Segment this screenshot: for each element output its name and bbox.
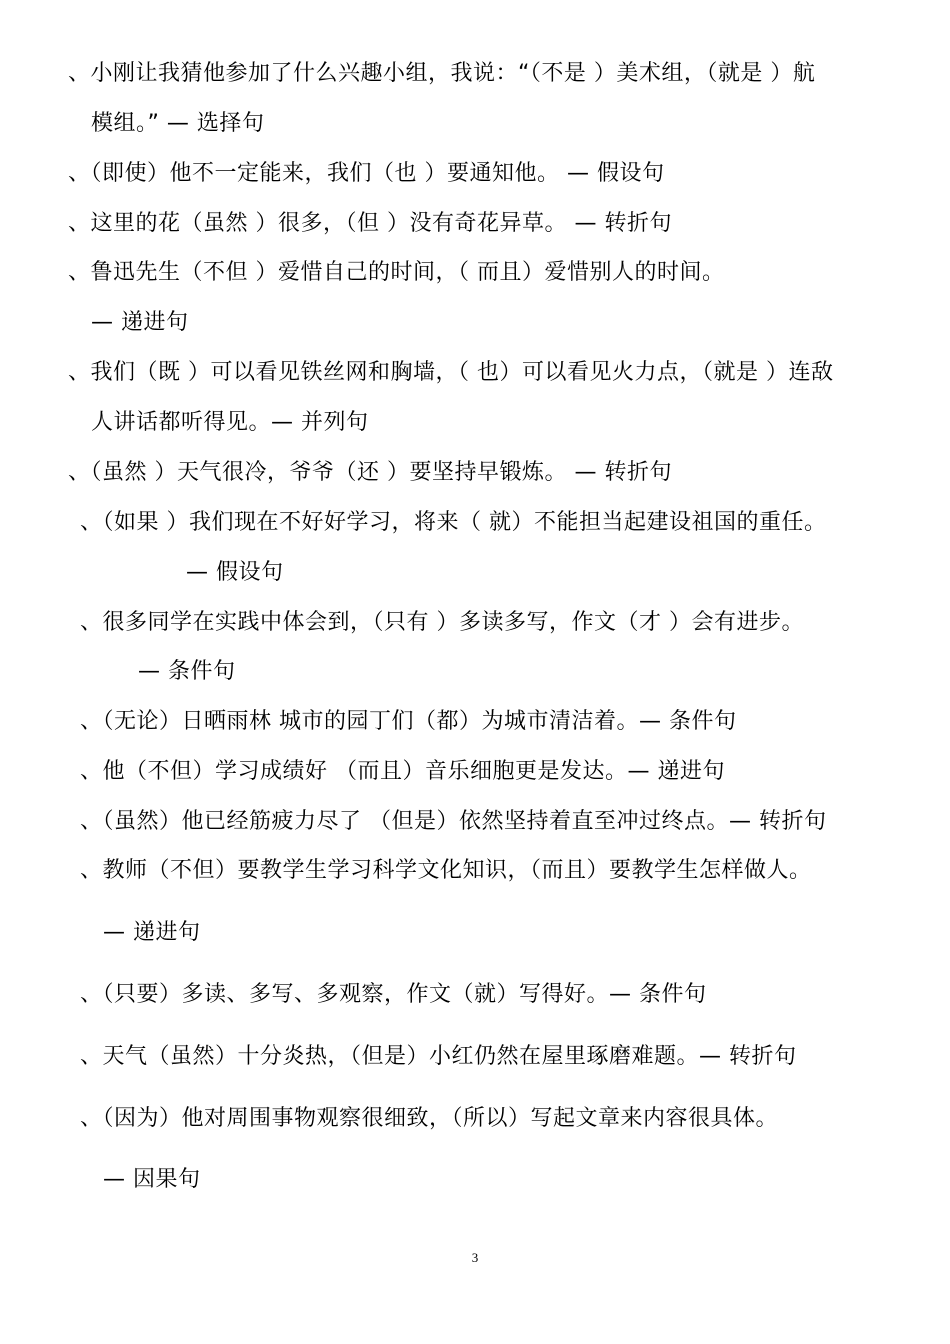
text-line-22: — 因果句	[103, 1167, 201, 1192]
text-line-12: 、很多同学在实践中体会到，（只有 ）多读多写，作文（才 ）会有进步。	[80, 610, 804, 635]
text-line-16: 、（虽然）他已经筋疲力尽了 （但是）依然坚持着直至冲过终点。— 转折句	[80, 809, 827, 834]
text-line-19: 、（只要）多读、多写、多观察，作文（就）写得好。— 条件句	[80, 982, 707, 1007]
text-line-5: 、鲁迅先生（不但 ）爱惜自己的时间，（ 而且）爱惜别人的时间。	[68, 260, 725, 285]
text-line-1: 、小刚让我猜他参加了什么兴趣小组，我说：“（不是 ）美术组，（就是 ）航	[68, 61, 816, 86]
text-line-15: 、他（不但）学习成绩好 （而且）音乐细胞更是发达。— 递进句	[80, 759, 725, 784]
text-line-2: 模组。” — 选择句	[91, 111, 265, 136]
text-line-14: 、（无论）日晒雨林 城市的园丁们（都）为城市清洁着。— 条件句	[80, 709, 737, 734]
text-line-20: 、天气（虽然）十分炎热，（但是）小红仍然在屋里琢磨难题。— 转折句	[80, 1044, 797, 1069]
text-line-21: 、（因为）他对周围事物观察很细致，（所以）写起文章来内容很具体。	[80, 1106, 779, 1131]
text-line-8: 人讲话都听得见。— 并列句	[91, 410, 369, 435]
text-line-7: 、我们（既 ）可以看见铁丝网和胸墙，（ 也）可以看见火力点，（就是 ）连敌	[68, 360, 834, 385]
text-line-17: 、教师（不但）要教学生学习科学文化知识，（而且）要教学生怎样做人。	[80, 858, 812, 883]
text-line-11: — 假设句	[186, 560, 284, 585]
text-line-4: 、这里的花（虽然 ）很多，（但 ）没有奇花异草。 — 转折句	[68, 211, 672, 236]
text-line-3: 、（即使）他不一定能来，我们（也 ）要通知他。 — 假设句	[68, 161, 665, 186]
text-line-9: 、（虽然 ）天气很冷，爷爷（还 ）要坚持早锻炼。 — 转折句	[68, 460, 672, 485]
page-number: 3	[471, 1250, 479, 1265]
text-line-10: 、（如果 ）我们现在不好好学习，将来（ 就）不能担当起建设祖国的重任。	[80, 510, 827, 535]
text-line-18: — 递进句	[103, 920, 201, 945]
text-line-6: — 递进句	[91, 310, 189, 335]
text-line-13: — 条件句	[138, 659, 236, 684]
